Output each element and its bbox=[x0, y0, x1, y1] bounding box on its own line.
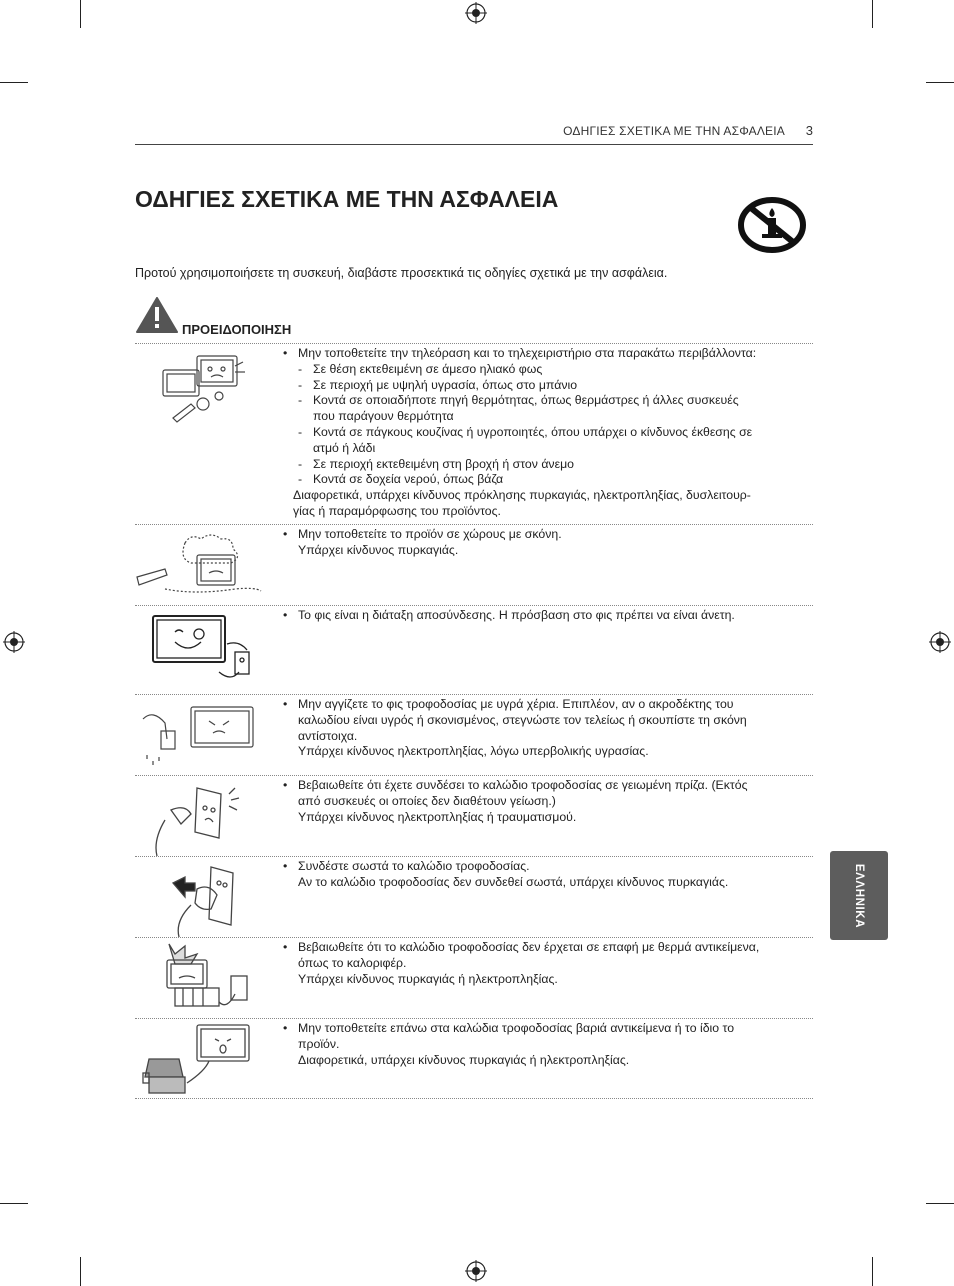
sub-item: - Σε θέση εκτεθειμένη σε άμεσο ηλιακό φως bbox=[283, 362, 803, 378]
crop-mark bbox=[0, 1203, 28, 1204]
page-number: 3 bbox=[805, 123, 813, 138]
row-text bbox=[283, 697, 803, 760]
sub-item: - Κοντά σε πάγκους κουζίνας ή υγροποιητές, όπου υπάρχει ο κίνδυνος έκθεσης σε bbox=[283, 425, 803, 441]
row-text bbox=[283, 940, 803, 987]
page-title: ΟΔΗΓΙΕΣ ΣΧΕΤΙΚΑ ΜΕ ΤΗΝ ΑΣΦΑΛΕΙΑ bbox=[135, 186, 559, 212]
sub-item: - Σε περιοχή με υψηλή υγρασία, όπως στο μπάνιο bbox=[283, 378, 803, 394]
consequence-text: Υπάρχει κίνδυνος ηλεκτροπληξίας, λόγω υπερβολικής υγρασίας. bbox=[298, 744, 649, 759]
warning-triangle-icon bbox=[136, 297, 178, 333]
no-candle-icon bbox=[737, 196, 807, 254]
safety-table bbox=[135, 343, 813, 1099]
row-text bbox=[283, 527, 803, 559]
consequence-text: Διαφορετικά, υπάρχει κίνδυνος πυρκαγιάς ή ηλεκτροπληξίας. bbox=[298, 1052, 630, 1067]
bullet-text: • Μην τοποθετείτε την τηλεόραση και το τηλεχειριστήριο στα παρακάτω περιβάλλοντα: bbox=[283, 346, 803, 362]
row-text bbox=[283, 859, 803, 891]
bullet-continuation: προϊόν. bbox=[298, 1036, 340, 1051]
registration-mark-icon bbox=[465, 1260, 487, 1282]
row-text bbox=[283, 346, 803, 520]
tv-plug-illustration-icon bbox=[135, 610, 267, 686]
crop-mark bbox=[80, 0, 81, 28]
row-text bbox=[283, 608, 803, 624]
crop-mark bbox=[926, 1203, 954, 1204]
bullet-continuation: αντίστοιχα. bbox=[298, 728, 358, 743]
row-text bbox=[283, 1021, 803, 1068]
registration-mark-icon bbox=[465, 2, 487, 24]
row-text bbox=[283, 778, 803, 825]
language-tab-label: ΕΛΛΗΝΙΚΑ bbox=[853, 863, 865, 928]
bullet-text: • Μην τοποθετείτε το προϊόν σε χώρους με σκόνη. bbox=[283, 527, 803, 543]
sub-item: - Κοντά σε οποιαδήποτε πηγή θερμότητας, όπως θερμάστρες ή άλλες συσκευές bbox=[283, 393, 803, 409]
bullet-text: • Το φις είναι η διάταξη αποσύνδεσης. Η πρόσβαση στο φις πρέπει να είναι άνετη. bbox=[283, 608, 803, 624]
bullet-continuation: από συσκευές οι οποίες δεν διαθέτουν γείωση.) bbox=[298, 793, 556, 808]
bullet-text: • Συνδέστε σωστά το καλώδιο τροφοδοσίας. bbox=[283, 859, 803, 875]
consequence-text: Υπάρχει κίνδυνος ηλεκτροπληξίας ή τραυματισμού. bbox=[298, 809, 577, 824]
running-header bbox=[135, 122, 813, 145]
sub-item-continuation: που παράγουν θερμότητα bbox=[313, 409, 454, 424]
table-row bbox=[135, 605, 813, 694]
bullet-text: • Βεβαιωθείτε ότι το καλώδιο τροφοδοσίας δεν έρχεται σε επαφή με θερμά αντικείμενα, bbox=[283, 940, 803, 956]
consequence-text: Υπάρχει κίνδυνος πυρκαγιάς ή ηλεκτροπληξίας. bbox=[298, 971, 558, 986]
consequence-text: Διαφορετικά, υπάρχει κίνδυνος πρόκλησης πυρκαγιάς, ηλεκτροπληξίας, δυσλειτουρ- bbox=[293, 488, 751, 503]
bullet-text: • Μην τοποθετείτε επάνω στα καλώδια τροφοδοσίας βαριά αντικείμενα ή το ίδιο το bbox=[283, 1021, 803, 1037]
crop-mark bbox=[0, 82, 28, 83]
sub-item: - Κοντά σε δοχεία νερού, όπως βάζα bbox=[283, 472, 803, 488]
table-row bbox=[135, 524, 813, 605]
warning-label: ΠΡΟΕΙΔΟΠΟΙΗΣΗ bbox=[182, 322, 292, 337]
tv-environment-illustration-icon bbox=[135, 348, 267, 424]
crop-mark bbox=[872, 1257, 873, 1286]
running-header-title: ΟΔΗΓΙΕΣ ΣΧΕΤΙΚΑ ΜΕ ΤΗΝ ΑΣΦΑΛΕΙΑ bbox=[563, 124, 785, 138]
table-row bbox=[135, 937, 813, 1018]
registration-mark-icon bbox=[3, 631, 25, 653]
table-row bbox=[135, 694, 813, 775]
table-row bbox=[135, 775, 813, 856]
consequence-text: Αν το καλώδιο τροφοδοσίας δεν συνδεθεί σωστά, υπάρχει κίνδυνος πυρκαγιάς. bbox=[298, 874, 729, 889]
grounded-outlet-illustration-icon bbox=[135, 780, 267, 856]
bullet-text: • Βεβαιωθείτε ότι έχετε συνδέσει το καλώδιο τροφοδοσίας σε γειωμένη πρίζα. (Εκτός bbox=[283, 778, 803, 794]
language-tab bbox=[830, 851, 888, 940]
wet-hands-plug-illustration-icon bbox=[135, 699, 267, 775]
bullet-text: • Μην αγγίζετε το φις τροφοδοσίας με υγρά χέρια. Επιπλέον, αν ο ακροδέκτης του bbox=[283, 697, 803, 713]
intro-text: Προτού χρησιμοποιήσετε τη συσκευή, διαβάστε προσεκτικά τις οδηγίες σχετικά με την ασφάλεια. bbox=[135, 266, 668, 280]
plug-insertion-illustration-icon bbox=[135, 861, 267, 937]
table-row bbox=[135, 343, 813, 524]
consequence-text: Υπάρχει κίνδυνος πυρκαγιάς. bbox=[298, 542, 459, 557]
crop-mark bbox=[926, 82, 954, 83]
bullet-continuation: καλωδίου είναι υγρός ή σκονισμένος, στεγνώστε τον τελείως ή σκουπίστε τη σκόνη bbox=[298, 712, 747, 727]
sub-item-continuation: ατμό ή λάδι bbox=[313, 440, 376, 455]
hot-object-cable-illustration-icon bbox=[135, 942, 267, 1018]
crop-mark bbox=[872, 0, 873, 28]
crop-mark bbox=[80, 1257, 81, 1286]
table-row bbox=[135, 1018, 813, 1099]
heavy-object-cable-illustration-icon bbox=[135, 1023, 267, 1099]
bullet-continuation: όπως το καλοριφέρ. bbox=[298, 955, 407, 970]
consequence-text: γίας ή παραμόρφωσης του προϊόντος. bbox=[293, 503, 501, 518]
registration-mark-icon bbox=[929, 631, 951, 653]
dust-tv-illustration-icon bbox=[135, 529, 267, 605]
table-row bbox=[135, 856, 813, 937]
sub-item: - Σε περιοχή εκτεθειμένη στη βροχή ή στον άνεμο bbox=[283, 457, 803, 473]
